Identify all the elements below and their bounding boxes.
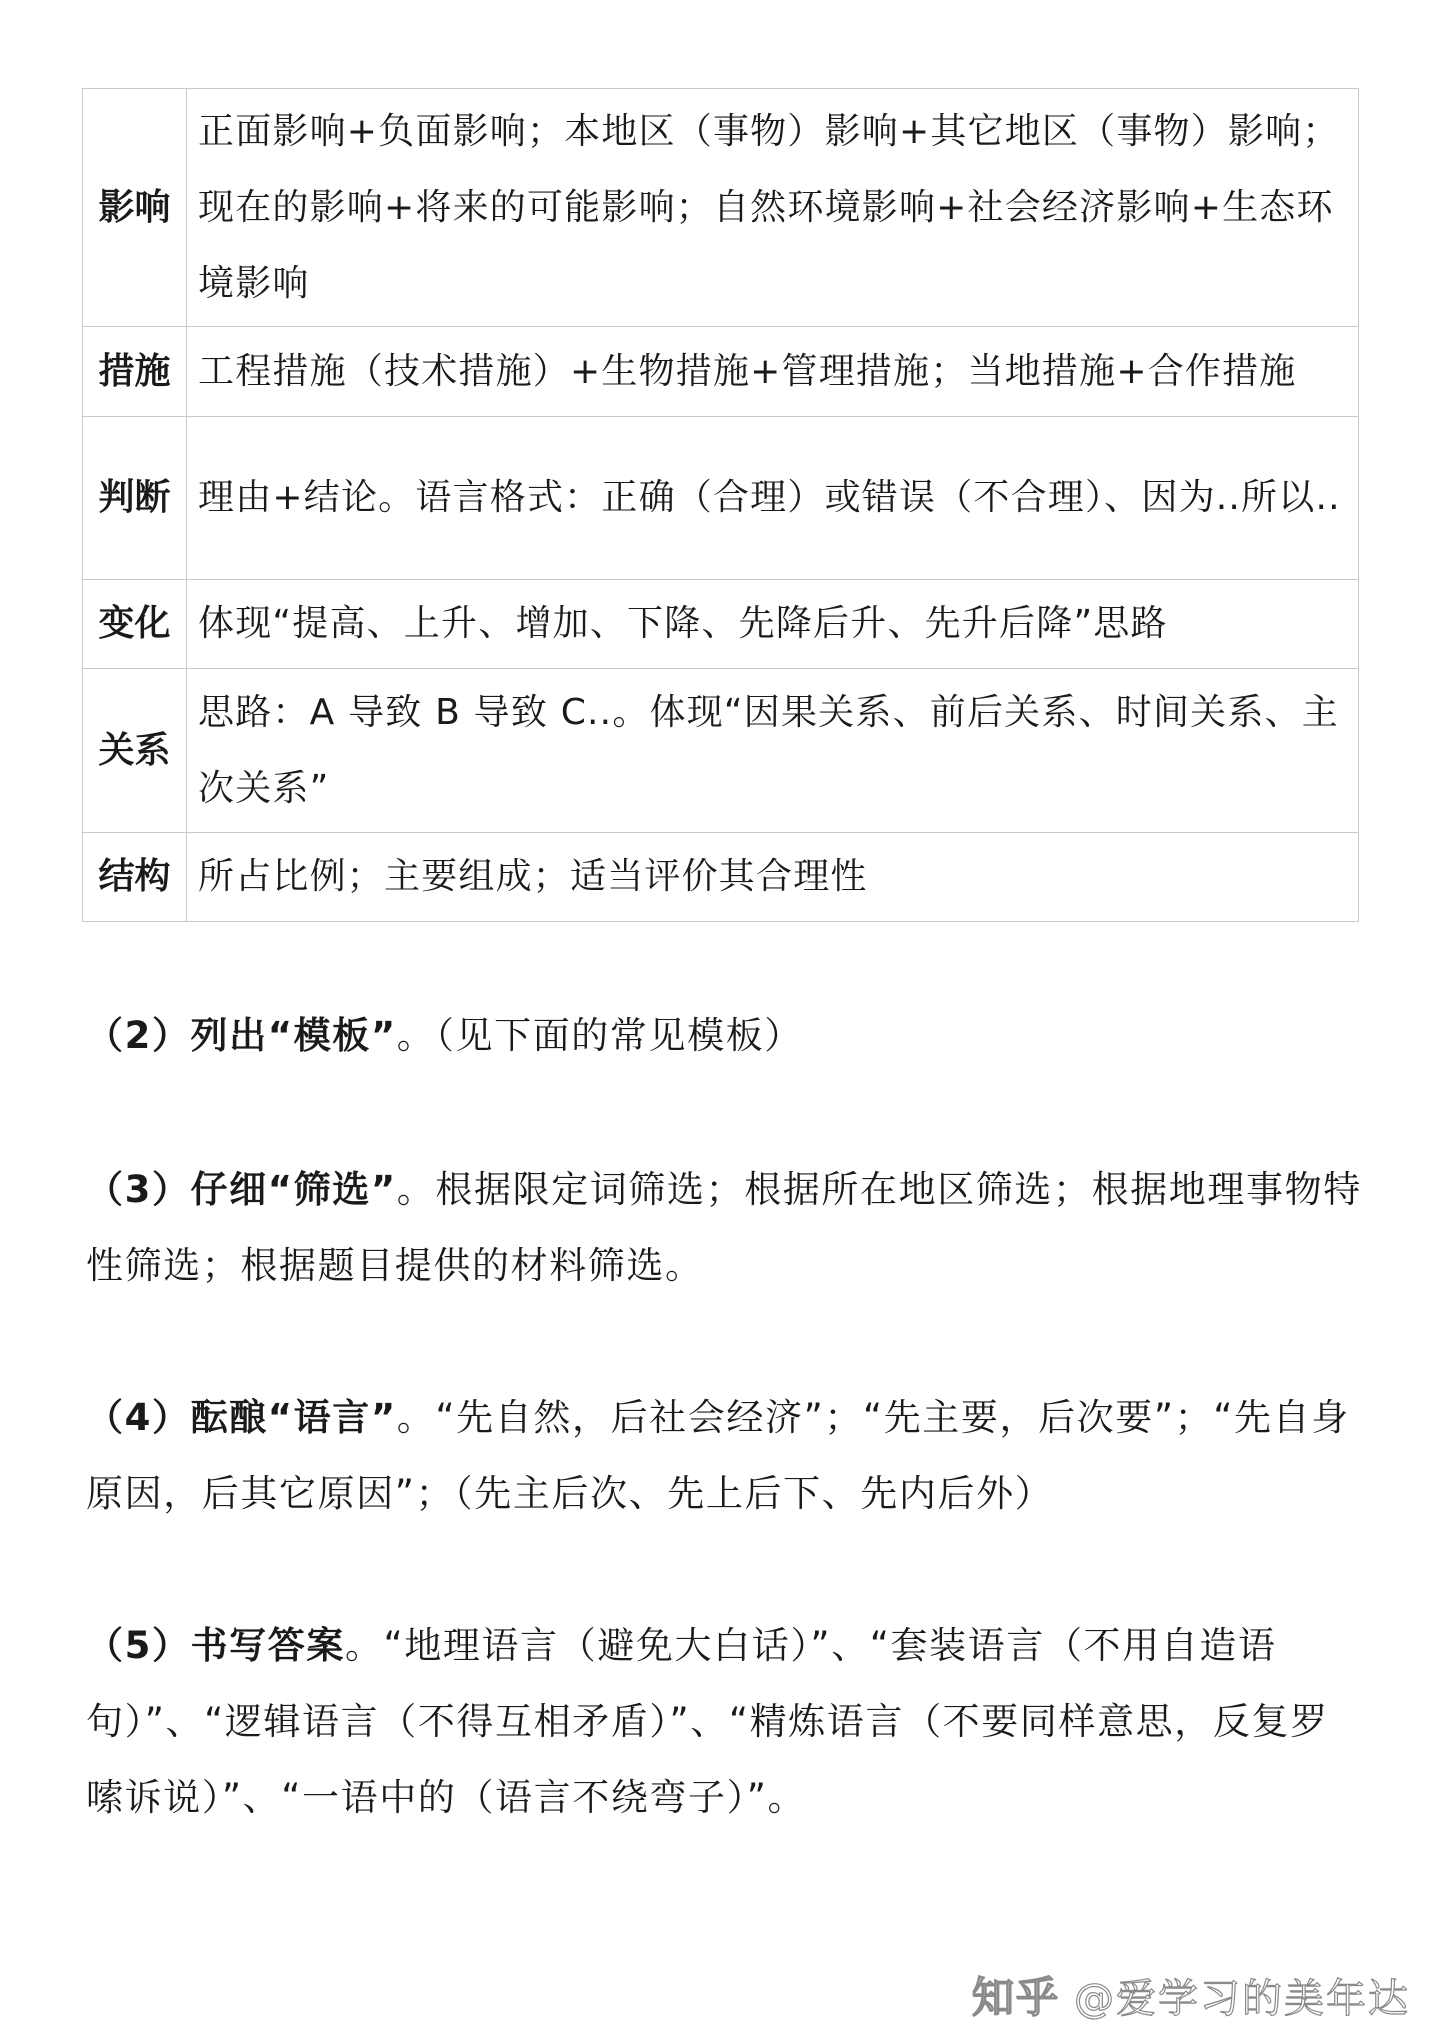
watermark-handle: @爱学习的美年达 [1074, 1975, 1410, 2022]
step-number: （3） [86, 1168, 191, 1211]
row-value: 正面影响+负面影响；本地区（事物）影响+其它地区（事物）影响；现在的影响+将来的可能影响；自然环境影响+社会经济影响+生态环境影响 [187, 89, 1359, 327]
step-number: （4） [86, 1396, 191, 1439]
step-text: 。“先自然，后社会经济”；“先主要，后次要”；“先自身原因，后其它原因”；（先主后次、先上后下、先内后外） [86, 1396, 1350, 1515]
paragraph-step-2 [86, 998, 1366, 1074]
step-number: （5） [86, 1624, 191, 1667]
paragraph-step-4 [86, 1380, 1366, 1532]
table-row [83, 327, 1359, 417]
row-key: 关系 [83, 669, 187, 833]
row-value: 思路：A 导致 B 导致 C..。体现“因果关系、前后关系、时间关系、主次关系” [187, 669, 1359, 833]
row-value: 理由+结论。语言格式：正确（合理）或错误（不合理）、因为..所以.. [187, 417, 1359, 580]
step-text: 。“地理语言（避免大白话）”、“套装语言（不用自造语句）”、“逻辑语言（不得互相矛盾）”、“精炼语言（不要同样意思，反复罗嗦诉说）”、“一语中的（语言不绕弯子）”。 [86, 1624, 1329, 1819]
row-key: 结构 [83, 833, 187, 922]
table-row [83, 417, 1359, 580]
answer-template-table [82, 88, 1359, 922]
zhihu-logo: 知乎 [971, 1973, 1060, 2022]
step-heading: 列出“模板” [190, 1014, 397, 1057]
table-row [83, 580, 1359, 669]
step-number: （2） [86, 1014, 191, 1057]
table-row [83, 833, 1359, 922]
paragraph-step-5 [86, 1608, 1366, 1836]
table-row [83, 669, 1359, 833]
step-heading: 书写答案 [190, 1624, 345, 1667]
row-key: 影响 [83, 89, 187, 327]
row-value: 工程措施（技术措施）+生物措施+管理措施；当地措施+合作措施 [187, 327, 1359, 417]
step-heading: 仔细“筛选” [190, 1168, 397, 1211]
watermark [972, 1965, 1410, 2025]
step-text: 。（见下面的常见模板） [396, 1014, 803, 1057]
row-key: 判断 [83, 417, 187, 580]
paragraph-step-3 [86, 1152, 1366, 1304]
step-heading: 酝酿“语言” [190, 1396, 397, 1439]
row-value: 所占比例；主要组成；适当评价其合理性 [187, 833, 1359, 922]
row-value: 体现“提高、上升、增加、下降、先降后升、先升后降”思路 [187, 580, 1359, 669]
table-row [83, 89, 1359, 327]
step-text: 。根据限定词筛选；根据所在地区筛选；根据地理事物特性筛选；根据题目提供的材料筛选。 [86, 1168, 1362, 1287]
row-key: 变化 [83, 580, 187, 669]
row-key: 措施 [83, 327, 187, 417]
